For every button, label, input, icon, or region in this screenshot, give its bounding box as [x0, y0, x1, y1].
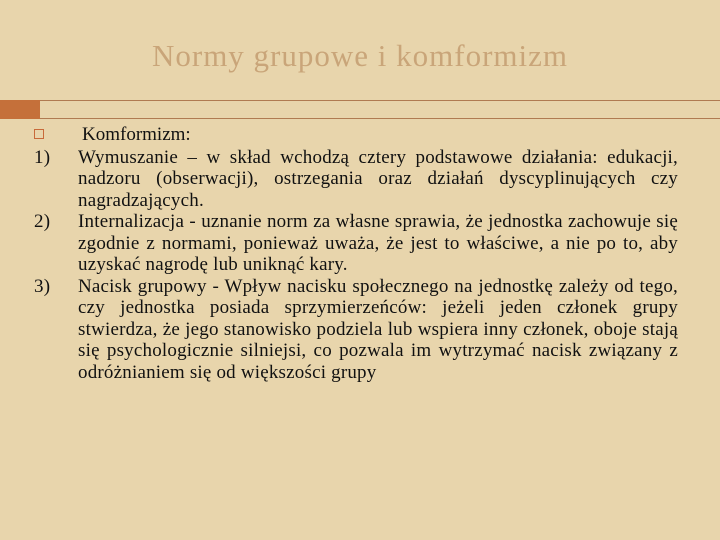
- title-divider: [40, 100, 720, 119]
- heading-line: [34, 124, 678, 146]
- item-number: 1): [34, 146, 51, 168]
- item-number: 3): [34, 275, 51, 297]
- list-item: [34, 147, 678, 212]
- list-item: [34, 276, 678, 384]
- item-text: Internalizacja - uznanie norm za własne sprawia, że jednostka zachowuje się zgodnie z normami, ponieważ uważa, że jest to właściwe, a nie po to, aby uzyskać nagrodę lub uniknąć kary.: [78, 211, 678, 275]
- slide-title: Normy grupowe i komformizm: [151, 38, 568, 73]
- slide-body: [34, 124, 678, 383]
- item-number: 2): [34, 211, 51, 232]
- item-text: Nacisk grupowy - Wpływ nacisku społecznego na jednostkę zależy od tego, czy jednostka posiada sprzymierzeńców: jeżeli jeden członek grupy stwierdza, że jego stanowisko podziela lub wspiera inny członek, oboje stają się psychologicznie silniejsi, co pozwala im wytrzymać nacisk związany z odróżnianiem się od większości grupy: [78, 275, 678, 383]
- heading-text: Komformizm:: [82, 124, 191, 145]
- title-accent-block: [0, 100, 40, 119]
- item-text: Wymuszanie – w skład wchodzą cztery podstawowe działania: edukacji, nadzoru (obserwacji), ostrzegania oraz działań dyscyplinujących czy nagradzających.: [78, 146, 678, 211]
- list-item: [34, 211, 678, 276]
- square-bullet-icon: [34, 129, 44, 139]
